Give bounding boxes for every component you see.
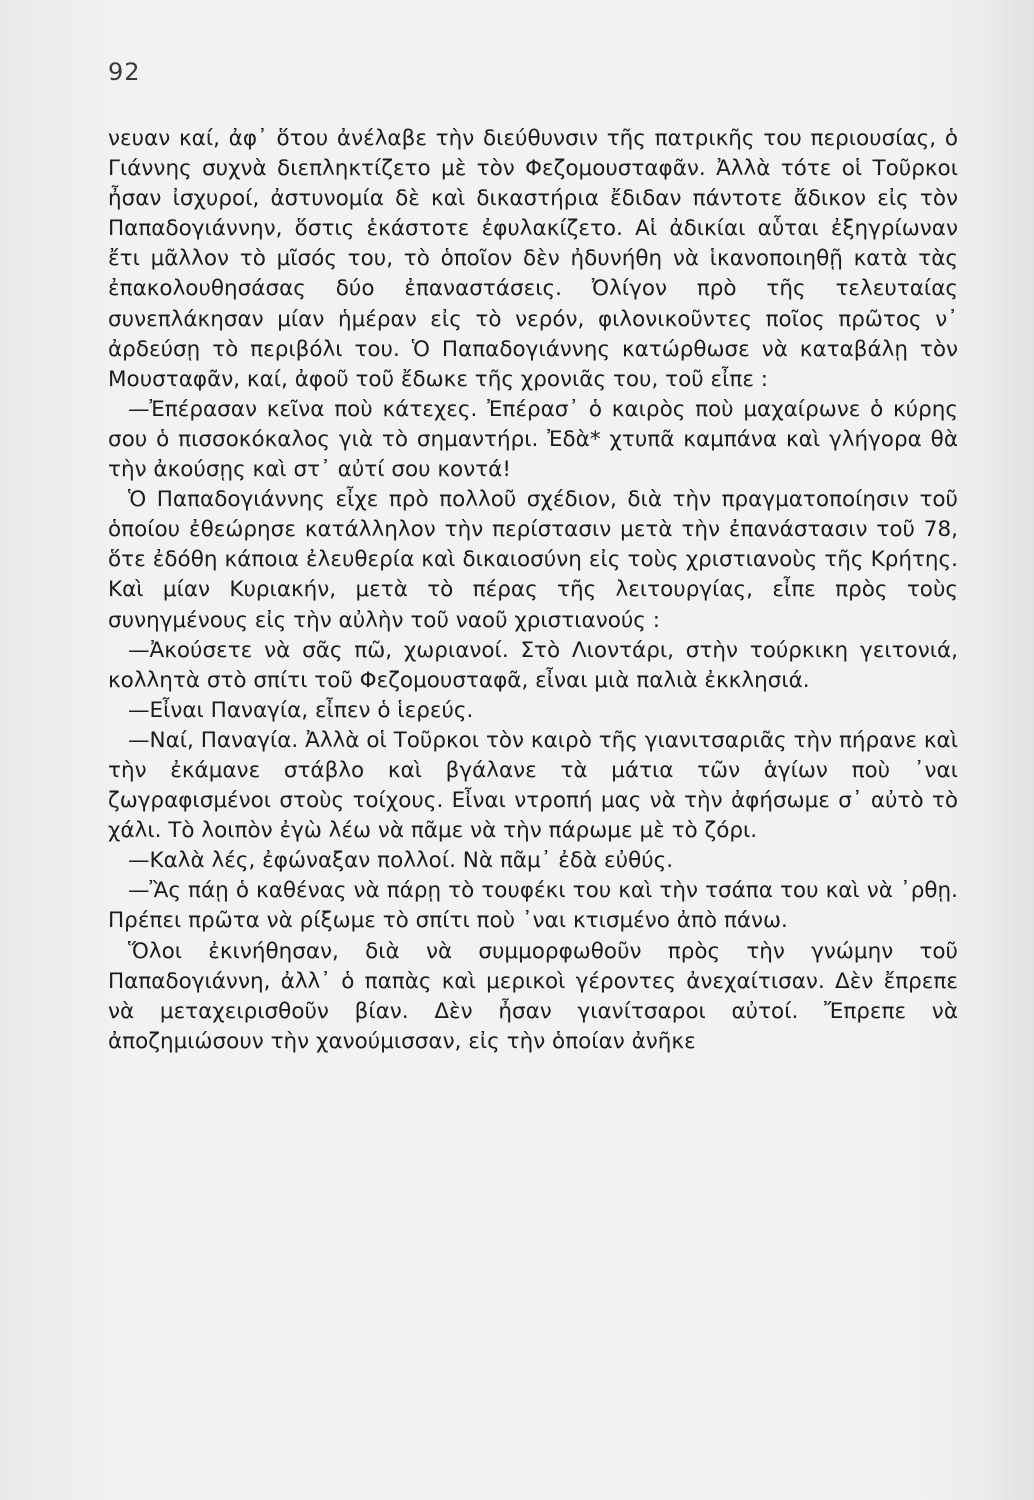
- paragraph-1: νευαν καί, ἀφ᾽ ὅτου ἀνέλαβε τὴν διεύθυνσιν τῆς πατρικῆς του περιουσίας, ὁ Γιάννης συχνὰ διεπληκτίζετο μὲ τὸν Φεζομουσταφᾶν. Ἀλλὰ τότε οἱ Τοῦρκοι ἦσαν ἰσχυροί, ἀστυνομία δὲ καὶ δικαστήρια ἔδιδαν πάντοτε ἄδικον εἰς τὸν Παπαδογιάννην, ὅστις ἑκάστοτε ἐφυλακίζετο. Αἱ ἀδικίαι αὗται ἐξηγρίωναν ἔτι μᾶλλον τὸ μῖσός του, τὸ ὁποῖον δὲν ἠδυνήθη νὰ ἱκανοποιηθῇ κατὰ τὰς ἐπακολουθησάσας δύο ἐπαναστάσεις. Ὀλίγον πρὸ τῆς τελευταίας συνεπλάκησαν μίαν ἡμέραν εἰς τὸ νερόν, φιλονικοῦντες ποῖος πρῶτος ν᾽ ἀρδεύσῃ τὸ περιβόλι του. Ὁ Παπαδογιάννης κατώρθωσε νὰ καταβάλῃ τὸν Μουσταφᾶν, καί, ἀφοῦ τοῦ ἔδωκε τῆς χρονιᾶς του, τοῦ εἶπε :: [108, 126, 958, 392]
- body-text: [108, 124, 958, 1057]
- paragraph-6: —Ναί, Παναγία. Ἀλλὰ οἱ Τοῦρκοι τὸν καιρὸ τῆς γιανιτσαριᾶς τὴν πήρανε καὶ τὴν ἐκάμανε στάβλο καὶ βγάλανε τὰ μάτια τῶν ἁγίων ποὺ ᾽ναι ζωγραφισμένοι στοὺς τοίχους. Εἶναι ντροπή μας νὰ τὴν ἀφήσωμε σ᾽ αὐτὸ τὸ χάλι. Τὸ λοιπὸν ἐγὼ λέω νὰ πᾶμε νὰ τὴν πάρωμε μὲ τὸ ζόρι.: [108, 727, 958, 844]
- paragraph-7: —Καλὰ λές, ἐφώναξαν πολλοί. Νὰ πᾶμ᾽ ἐδὰ εὐθύς.: [128, 848, 674, 874]
- paragraph-8: —Ἂς πάῃ ὁ καθένας νὰ πάρῃ τὸ τουφέκι του καὶ τὴν τσάπα του καὶ νὰ ᾽ρθῃ. Πρέπει πρῶτα νὰ ρίξωμε τὸ σπίτι ποὺ ᾽ναι κτισμένο ἀπὸ πάνω.: [108, 878, 958, 934]
- paragraph-5: —Εἶναι Παναγία, εἶπεν ὁ ἱερεύς.: [128, 697, 474, 723]
- paragraph-3: Ὁ Παπαδογιάννης εἶχε πρὸ πολλοῦ σχέδιον, διὰ τὴν πραγματοποίησιν τοῦ ὁποίου ἐθεώρησε κατάλληλον τὴν περίστασιν μετὰ τὴν ἐπανάστασιν τοῦ 78, ὅτε ἐδόθη κάποια ἐλευθερία καὶ δικαιοσύνη εἰς τοὺς χριστιανοὺς τῆς Κρήτης. Καὶ μίαν Κυριακήν, μετὰ τὸ πέρας τῆς λειτουργίας, εἶπε πρὸς τοὺς συνηγμένους εἰς τὴν αὐλὴν τοῦ ναοῦ χριστιανούς :: [108, 487, 958, 633]
- page-edge-shadow: [974, 0, 1034, 1500]
- paragraph-4: —Ἀκούσετε νὰ σᾶς πῶ, χωριανοί. Στὸ Λιοντάρι, στὴν τούρκικη γειτονιά, κολλητὰ στὸ σπίτι τοῦ Φεζομουσταφᾶ, εἶναι μιὰ παλιὰ ἐκκλησιά.: [108, 637, 958, 693]
- paragraph-2: —Ἐπέρασαν κεῖνα ποὺ κάτεχες. Ἐπέρασ᾽ ὁ καιρὸς ποὺ μαχαίρωνε ὁ κύρης σου ὁ πισσοκόκαλος γιὰ τὸ σημαντήρι. Ἐδὰ* χτυπᾶ καμπάνα καὶ γλήγορα θὰ τὴν ἀκούσῃς καὶ στ᾽ αὐτί σου κοντά!: [108, 396, 958, 483]
- page-number: 92: [108, 58, 141, 86]
- paragraph-9: Ὅλοι ἐκινήθησαν, διὰ νὰ συμμορφωθοῦν πρὸς τὴν γνώμην τοῦ Παπαδογιάννη, ἀλλ᾽ ὁ παπὰς καὶ μερικοὶ γέροντες ἀνεχαίτισαν. Δὲν ἔπρεπε νὰ μεταχειρισθοῦν βίαν. Δὲν ἦσαν γιανίτσαροι αὐτοί. Ἔπρεπε νὰ ἀποζημιώσουν τὴν χανούμισσαν, εἰς τὴν ὁποίαν ἀνῆκε: [108, 938, 958, 1054]
